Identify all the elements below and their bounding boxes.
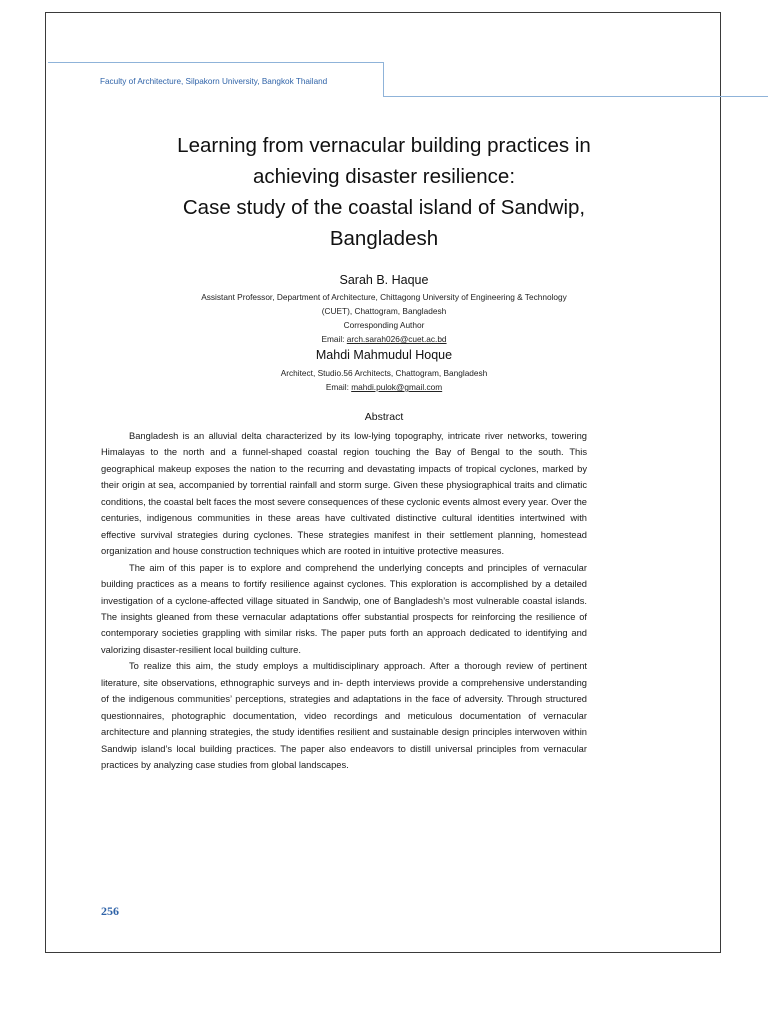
affiliation-line: Assistant Professor, Department of Architecture, Chittagong University of Engineering & Technology [201,292,567,302]
affiliation-line: Corresponding Author [343,320,425,330]
author-email-2 [80,380,688,394]
email-link[interactable]: mahdi.pulok@gmail.com [351,382,443,392]
paper-title [80,130,688,254]
author-affiliation-2 [80,366,688,394]
abstract-paragraph: Bangladesh is an alluvial delta characterized by its low-lying topography, intricate river networks, towering Himalayas to the north and a funnel-shaped coastal region touching the Bay of Bengal to the south. This geographical makeup exposes the nation to the recurring and devastating impacts of tropical cyclones, marked by their origin at sea, accompanied by torrential rainfall and storm surge. Given these physiographical traits and climatic conditions, the coastal belt faces the most severe consequences of these cyclonic events almost every year. Over the centuries, indigenous communities in these areas have cultivated distinctive cultural identities intertwined with effective survival strategies during cyclones. These strategies manifest in their settlement planning, homestead organization and house construction techniques which are rooted in intuitive protective measures. [101,431,587,557]
running-header-rule [384,96,768,97]
running-header-text: Faculty of Architecture, Silpakorn University, Bangkok Thailand [100,77,328,86]
email-link[interactable]: arch.sarah026@cuet.ac.bd [346,334,447,344]
author-name-2: Mahdi Mahmudul Hoque [315,348,453,362]
abstract-paragraph: The aim of this paper is to explore and comprehend the underlying concepts and principles of vernacular building practices as a means to fortify resilience against cyclones. This exploration is accomplished by a detailed investigation of a cyclone-affected village situated in Sandwip, one of Bangladesh’s most vulnerable coastal islands. The insights gleaned from these vernacular adaptations offer substantial prospects for reinforcing the resilience of contemporary societies grappling with similar risks. The paper puts forth an approach dedicated to identifying and valorizing disaster-resilient local building culture. [101,562,587,655]
page-number: 256 [101,904,119,918]
author-name-1: Sarah B. Haque [339,273,429,287]
abstract-paragraph: To realize this aim, the study employs a multidisciplinary approach. After a thorough review of pertinent literature, site observations, ethnographic surveys and in- depth interviews provide a comprehensive understanding of the indigenous communities’ perceptions, strategies and adaptations in the face of adversity. Through structured questionnaires, photographic documentation, video recordings and meticulous documentation of vernacular architecture and planning strategies, the study identifies resilient and sustainable design principles interwoven within Sandwip island’s local building practices. The paper also endeavors to distill universal principles from vernacular practices by analyzing case studies from global landscapes. [101,661,587,771]
email-label: Email: [321,334,347,344]
abstract-body [101,428,587,774]
email-label: Email: [325,382,352,392]
author-affiliation-1 [80,290,688,346]
affiliation-line: Architect, Studio.56 Architects, Chattogram, Bangladesh [280,368,488,378]
title-line: Bangladesh [329,227,439,250]
title-line: achieving disaster resilience: [252,165,516,188]
abstract-heading: Abstract [364,411,404,423]
author-email-1 [80,332,688,346]
title-line: Learning from vernacular building practices in [177,134,591,157]
affiliation-line: (CUET), Chattogram, Bangladesh [321,306,447,316]
title-line: Case study of the coastal island of Sandwip, [182,196,586,219]
